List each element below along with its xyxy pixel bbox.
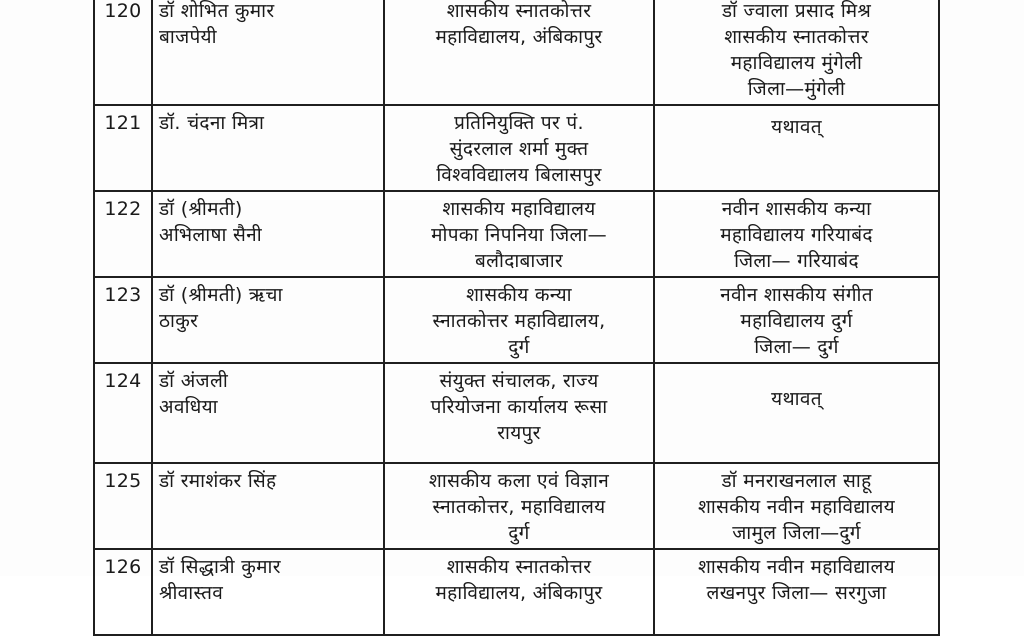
- current-posting: शासकीय कन्या स्नातकोत्तर महाविद्यालय, दुर्ग: [384, 277, 654, 363]
- current-posting: शासकीय कला एवं विज्ञान स्नातकोत्तर, महाविद्यालय दुर्ग: [384, 463, 654, 549]
- current-posting: प्रतिनियुक्ति पर पं. सुंदरलाल शर्मा मुक्त विश्वविद्यालय बिलासपुर: [384, 105, 654, 191]
- officer-name: डॉ (श्रीमती) ऋचा ठाकुर: [152, 277, 384, 363]
- table-row: [94, 277, 939, 363]
- current-posting: शासकीय महाविद्यालय मोपका निपनिया जिला— बलौदाबाजार: [384, 191, 654, 277]
- new-posting: यथावत्: [654, 363, 939, 463]
- new-posting: डॉ ज्वाला प्रसाद मिश्र शासकीय स्नातकोत्तर महाविद्यालय मुंगेली जिला—मुंगेली: [654, 0, 939, 105]
- serial-number: 121: [94, 105, 152, 191]
- serial-number: 125: [94, 463, 152, 549]
- table-row: [94, 549, 939, 635]
- officer-name: डॉ अंजली अवधिया: [152, 363, 384, 463]
- officer-name: डॉ. चंदना मित्रा: [152, 105, 384, 191]
- officer-name: डॉ शोभित कुमार बाजपेयी: [152, 0, 384, 105]
- new-posting: नवीन शासकीय कन्या महाविद्यालय गरियाबंद जिला— गरियाबंद: [654, 191, 939, 277]
- serial-number: 123: [94, 277, 152, 363]
- new-posting: शासकीय नवीन महाविद्यालय लखनपुर जिला— सरगुजा: [654, 549, 939, 635]
- table-row: [94, 0, 939, 105]
- serial-number: 120: [94, 0, 152, 105]
- current-posting: शासकीय स्नातकोत्तर महाविद्यालय, अंबिकापुर: [384, 0, 654, 105]
- current-posting: संयुक्त संचालक, राज्य परियोजना कार्यालय रूसा रायपुर: [384, 363, 654, 463]
- new-posting: डॉ मनराखनलाल साहू शासकीय नवीन महाविद्यालय जामुल जिला—दुर्ग: [654, 463, 939, 549]
- officer-name: डॉ सिद्धात्री कुमार श्रीवास्तव: [152, 549, 384, 635]
- transfer-table: [93, 0, 940, 636]
- serial-number: 122: [94, 191, 152, 277]
- new-posting: यथावत्: [654, 105, 939, 191]
- officer-name: डॉ (श्रीमती) अभिलाषा सैनी: [152, 191, 384, 277]
- table-row: [94, 363, 939, 463]
- officer-name: डॉ रमाशंकर सिंह: [152, 463, 384, 549]
- table-row: [94, 463, 939, 549]
- new-posting: नवीन शासकीय संगीत महाविद्यालय दुर्ग जिला— दुर्ग: [654, 277, 939, 363]
- serial-number: 126: [94, 549, 152, 635]
- current-posting: शासकीय स्नातकोत्तर महाविद्यालय, अंबिकापुर: [384, 549, 654, 635]
- serial-number: 124: [94, 363, 152, 463]
- table-row: [94, 191, 939, 277]
- table-row: [94, 105, 939, 191]
